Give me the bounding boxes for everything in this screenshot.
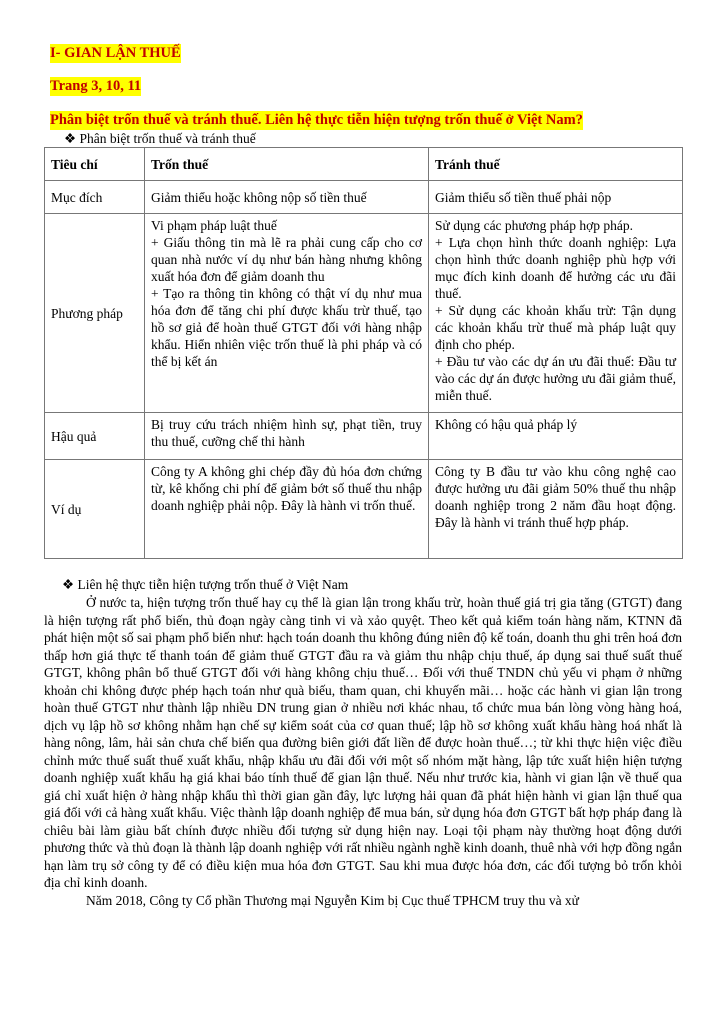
- cell-line: + Sử dụng các khoản khấu trừ: Tận dụng các khoản khấu trừ thuế mà pháp luật quy định cho phép.: [435, 303, 676, 352]
- practice-bullet: ❖ Liên hệ thực tiễn hiện tượng trốn thuế ở Việt Nam: [62, 577, 349, 592]
- comparison-table: [44, 147, 683, 559]
- avoidance-cell: [429, 181, 683, 214]
- cell-line: Không có hậu quả pháp lý: [435, 417, 578, 432]
- paragraph: Ở nước ta, hiện tượng trốn thuế hay cụ thể là gian lận trong khấu trừ, hoàn thuế giá trị gia tăng (GTGT) đang là hiện tượng rất phổ biến, thủ đoạn ngày càng tinh vi và xảo quyệt. Theo kết quả kiểm toán hàng năm, KTNN đã phát hiện một số sai phạm phổ biến như: hạch toán doanh thu không đúng niên độ kế toán, doanh thu ghi trên hoá đơn thấp hơn giá thực tế thanh toán để giảm thuế GTGT đầu ra và giảm thu nhập chịu thuế, áp dụng sai thuế suất thuế GTGT, không phân bổ thuế GTGT đối với hàng không chịu thuế… Đối với thuế TNDN chủ yếu vi phạm ở những khoản chi không được phép hạch toán như quà biếu, tham quan, chi khuyến mãi… hoặc các hành vi gian lận trong hoàn thuế GTGT như thành lập nhiều DN trung gian ở nhiều nơi khác nhau, tổ chức mua bán lòng vòng hàng hoá, dịch vụ lập hồ sơ không nhằm hạn chế sự kiểm soát của cơ quan thuế; lập hồ sơ không xuất khẩu hàng hoá nhất là hàng nông, lâm, hải sản chưa chế biến qua đường biên giới đất liền để được hoàn thuế…; từ khi thực hiện việc điều chỉnh mức thuế suất thuế xuất khẩu, nhập khẩu ưu đãi đối với một số nhóm mặt hàng, lập tức xuất hiện hiện tượng doanh nghiệp xuất khẩu hạ giá khai báo tính thuế để gian lận thuế. Nếu như trước kia, hành vi gian lận về thuế qua giá chỉ xuất hiện ở hàng nhập khẩu thì thời gian gần đây, lực lượng hải quan đã phát hiện hành vi gian lận thuế qua giá đối với cả hàng xuất khẩu. Việc thành lập doanh nghiệp để mua bán, sử dụng hóa đơn GTGT bất hợp pháp đang là chiêu bài làm giàu bất chính được nhiều đối tượng sử dụng hiện nay. Loại tội phạm này thường hoạt động dưới phương thức và thủ đoạn là thành lập doanh nghiệp với rất nhiều ngành nghề kinh doanh, thuê nhà với hợp đồng ngắn hạn làm trụ sở công ty để có điều kiện mua hóa đơn GTGT. Sau khi mua được hóa đơn, các đối tượng bỏ trốn khỏi địa chỉ kinh doanh.: [44, 595, 682, 890]
- cell-line: Giảm thiểu hoặc không nộp số tiền thuế: [151, 189, 367, 205]
- evasion-cell: [145, 214, 429, 413]
- cell-line: + Lựa chọn hình thức doanh nghiệp: Lựa chọn hình thức doanh nghiệp phù hợp với mục đích kinh doanh để hưởng các ưu đãi thuế.: [435, 235, 676, 301]
- cell-line: Bị truy cứu trách nhiệm hình sự, phạt tiền, truy thu thuế, cưỡng chế thi hành: [151, 417, 422, 449]
- evasion-cell: [145, 181, 429, 214]
- evasion-cell: [145, 413, 429, 460]
- page-reference: Trang 3, 10, 11: [50, 78, 142, 94]
- table-row: [45, 413, 683, 460]
- avoidance-cell: [429, 413, 683, 460]
- question-heading: Phân biệt trốn thuế và tránh thuế. Liên hệ thực tiễn hiện tượng trốn thuế ở Việt Nam?: [50, 112, 583, 128]
- evasion-cell: [145, 460, 429, 559]
- cell-line: Giảm thiểu số tiền thuế phải nộp: [435, 189, 612, 205]
- table-header-row: [45, 148, 683, 181]
- cell-line: Sử dụng các phương pháp hợp pháp.: [435, 218, 634, 233]
- avoidance-cell: [429, 214, 683, 413]
- table-row: [45, 460, 683, 559]
- cell-line: + Đầu tư vào các dự án ưu đãi thuế: Đầu tư vào các dự án được hưởng ưu đãi giảm thuế, miễn thuế.: [435, 354, 676, 403]
- compare-bullet: ❖ Phân biệt trốn thuế và tránh thuế: [64, 131, 256, 146]
- criterion-cell: Hậu quả: [45, 413, 145, 460]
- header-criterion: Tiêu chí: [45, 148, 145, 181]
- table-row: [45, 214, 683, 413]
- criterion-cell: Mục đích: [45, 181, 145, 214]
- section-heading: I- GIAN LẬN THUẾ: [50, 45, 181, 61]
- paragraph: Năm 2018, Công ty Cổ phần Thương mại Nguyễn Kim bị Cục thuế TPHCM truy thu và xử: [86, 892, 580, 908]
- header-avoidance: Tránh thuế: [429, 148, 683, 181]
- criterion-cell: Phương pháp: [45, 214, 145, 413]
- avoidance-cell: [429, 460, 683, 559]
- criterion-cell: Ví dụ: [45, 460, 145, 559]
- header-evasion: Trốn thuế: [145, 148, 429, 181]
- body-text: [44, 594, 682, 909]
- table-row: [45, 181, 683, 214]
- cell-line: Vi phạm pháp luật thuế: [151, 218, 277, 233]
- cell-line: Công ty B đầu tư vào khu công nghệ cao được hưởng ưu đãi giảm 50% thuế thu nhập doanh nghiệp trong 2 năm đầu hoạt động. Đây là hành vi tránh thuế hợp pháp.: [435, 464, 676, 530]
- cell-line: + Tạo ra thông tin không có thật ví dụ như mua hóa đơn để tăng chi phí được khấu trừ thuế, tạo hồ sơ giả để hoàn thuế GTGT đối với hàng nhập khẩu. Hiển nhiên việc trốn thuế là phi pháp và có thể bị kết án: [151, 286, 422, 369]
- cell-line: + Giấu thông tin mà lẽ ra phải cung cấp cho cơ quan nhà nước ví dụ như bán hàng nhưng không xuất hóa đơn để giảm doanh thu: [151, 235, 422, 284]
- cell-line: Công ty A không ghi chép đầy đủ hóa đơn chứng từ, kê khống chi phí để giảm bớt số thuế thu nhập doanh nghiệp phải nộp. Đây là hành vi trốn thuế.: [151, 464, 422, 513]
